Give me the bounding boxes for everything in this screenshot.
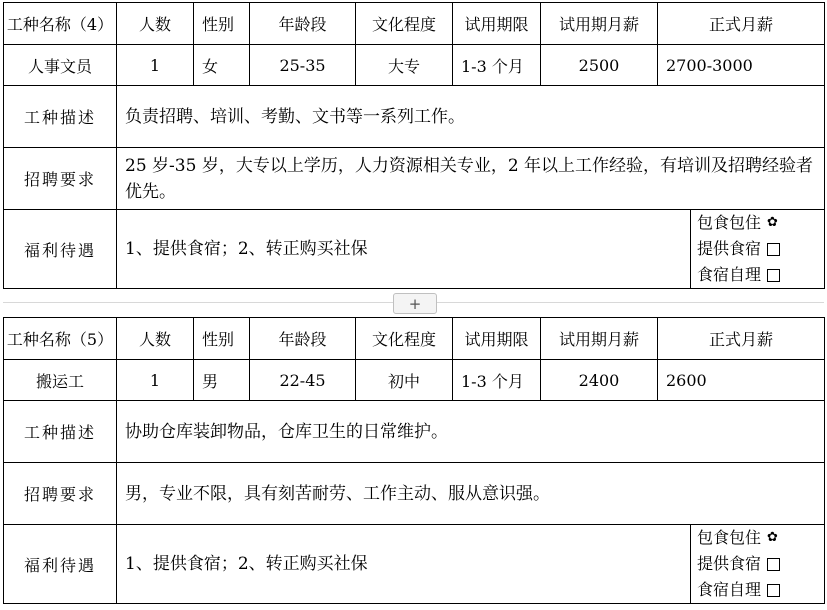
age-header: 年龄段 xyxy=(250,3,356,45)
people-value[interactable]: 1 xyxy=(117,45,194,86)
probation-value[interactable]: 1-3 个月 xyxy=(453,45,541,86)
age-header: 年龄段 xyxy=(250,318,356,360)
requirement-row xyxy=(4,148,825,210)
job-info-table xyxy=(3,317,825,401)
education-header: 文化程度 xyxy=(356,318,453,360)
benefits-label: 福利待遇 xyxy=(4,525,117,604)
description-row xyxy=(4,401,825,463)
benefits-row xyxy=(4,525,825,604)
description-text[interactable]: 负责招聘、培训、考勤、文书等一系列工作。 xyxy=(117,86,825,148)
job-table-5 xyxy=(3,317,824,607)
probation-salary-value[interactable]: 2400 xyxy=(541,360,658,401)
requirement-label: 招聘要求 xyxy=(4,463,117,525)
requirement-text[interactable]: 25 岁-35 岁，大专以上学历，人力资源相关专业，2 年以上工作经验，有培训及招聘经验者优先。 xyxy=(117,148,825,210)
option-self-meals[interactable] xyxy=(697,577,818,603)
gender-header: 性别 xyxy=(194,3,250,45)
description-label: 工种描述 xyxy=(4,86,117,148)
option-meals-housing[interactable] xyxy=(697,525,818,551)
benefits-label: 福利待遇 xyxy=(4,210,117,289)
option-label: 提供食宿 xyxy=(697,239,762,258)
header-row xyxy=(4,318,825,360)
option-self-meals[interactable] xyxy=(697,262,818,288)
option-label: 包食包住 xyxy=(697,528,762,547)
option-label: 食宿自理 xyxy=(697,265,762,284)
option-label: 包食包住 xyxy=(697,213,762,232)
probation-value[interactable]: 1-3 个月 xyxy=(453,360,541,401)
job-name[interactable]: 人事文员 xyxy=(4,45,117,86)
flower-icon: ✿ xyxy=(767,215,778,230)
option-label: 提供食宿 xyxy=(697,554,762,573)
option-provide-meals[interactable] xyxy=(697,551,818,577)
value-row xyxy=(4,360,825,401)
job-title-cell: 工种名称（5） xyxy=(4,318,117,360)
probation-salary-header: 试用期月薪 xyxy=(541,318,658,360)
job-title-cell: 工种名称（4） xyxy=(4,3,117,45)
checkbox-icon[interactable] xyxy=(767,269,780,282)
people-value[interactable]: 1 xyxy=(117,360,194,401)
formal-salary-value[interactable]: 2600 xyxy=(658,360,825,401)
requirement-text[interactable]: 男，专业不限，具有刻苦耐劳、工作主动、服从意识强。 xyxy=(117,463,825,525)
formal-salary-header: 正式月薪 xyxy=(658,318,825,360)
job-detail-table xyxy=(3,85,825,289)
education-value[interactable]: 大专 xyxy=(356,45,453,86)
description-label: 工种描述 xyxy=(4,401,117,463)
people-header: 人数 xyxy=(117,3,194,45)
benefits-text[interactable]: 1、提供食宿；2、转正购买社保 xyxy=(117,525,691,604)
probation-salary-value[interactable]: 2500 xyxy=(541,45,658,86)
description-row xyxy=(4,86,825,148)
add-row-button[interactable]: + xyxy=(393,293,437,314)
age-value[interactable]: 22-45 xyxy=(250,360,356,401)
benefit-options xyxy=(691,210,825,289)
job-detail-table xyxy=(3,400,825,604)
flower-icon: ✿ xyxy=(767,530,778,545)
gender-header: 性别 xyxy=(194,318,250,360)
option-meals-housing[interactable] xyxy=(697,210,818,236)
benefits-row xyxy=(4,210,825,289)
header-row xyxy=(4,3,825,45)
option-provide-meals[interactable] xyxy=(697,236,818,262)
checkbox-icon[interactable] xyxy=(767,584,780,597)
description-text[interactable]: 协助仓库装卸物品，仓库卫生的日常维护。 xyxy=(117,401,825,463)
checkbox-icon[interactable] xyxy=(767,558,780,571)
education-header: 文化程度 xyxy=(356,3,453,45)
probation-header: 试用期限 xyxy=(453,3,541,45)
checkbox-icon[interactable] xyxy=(767,243,780,256)
age-value[interactable]: 25-35 xyxy=(250,45,356,86)
job-table-4 xyxy=(3,2,824,291)
option-label: 食宿自理 xyxy=(697,580,762,599)
probation-salary-header: 试用期月薪 xyxy=(541,3,658,45)
requirement-label: 招聘要求 xyxy=(4,148,117,210)
formal-salary-value[interactable]: 2700-3000 xyxy=(658,45,825,86)
people-header: 人数 xyxy=(117,318,194,360)
job-info-table xyxy=(3,2,825,86)
gender-value[interactable]: 男 xyxy=(194,360,250,401)
job-name[interactable]: 搬运工 xyxy=(4,360,117,401)
formal-salary-header: 正式月薪 xyxy=(658,3,825,45)
benefit-options xyxy=(691,525,825,604)
value-row xyxy=(4,45,825,86)
probation-header: 试用期限 xyxy=(453,318,541,360)
gender-value[interactable]: 女 xyxy=(194,45,250,86)
benefits-text[interactable]: 1、提供食宿；2、转正购买社保 xyxy=(117,210,691,289)
requirement-row xyxy=(4,463,825,525)
education-value[interactable]: 初中 xyxy=(356,360,453,401)
